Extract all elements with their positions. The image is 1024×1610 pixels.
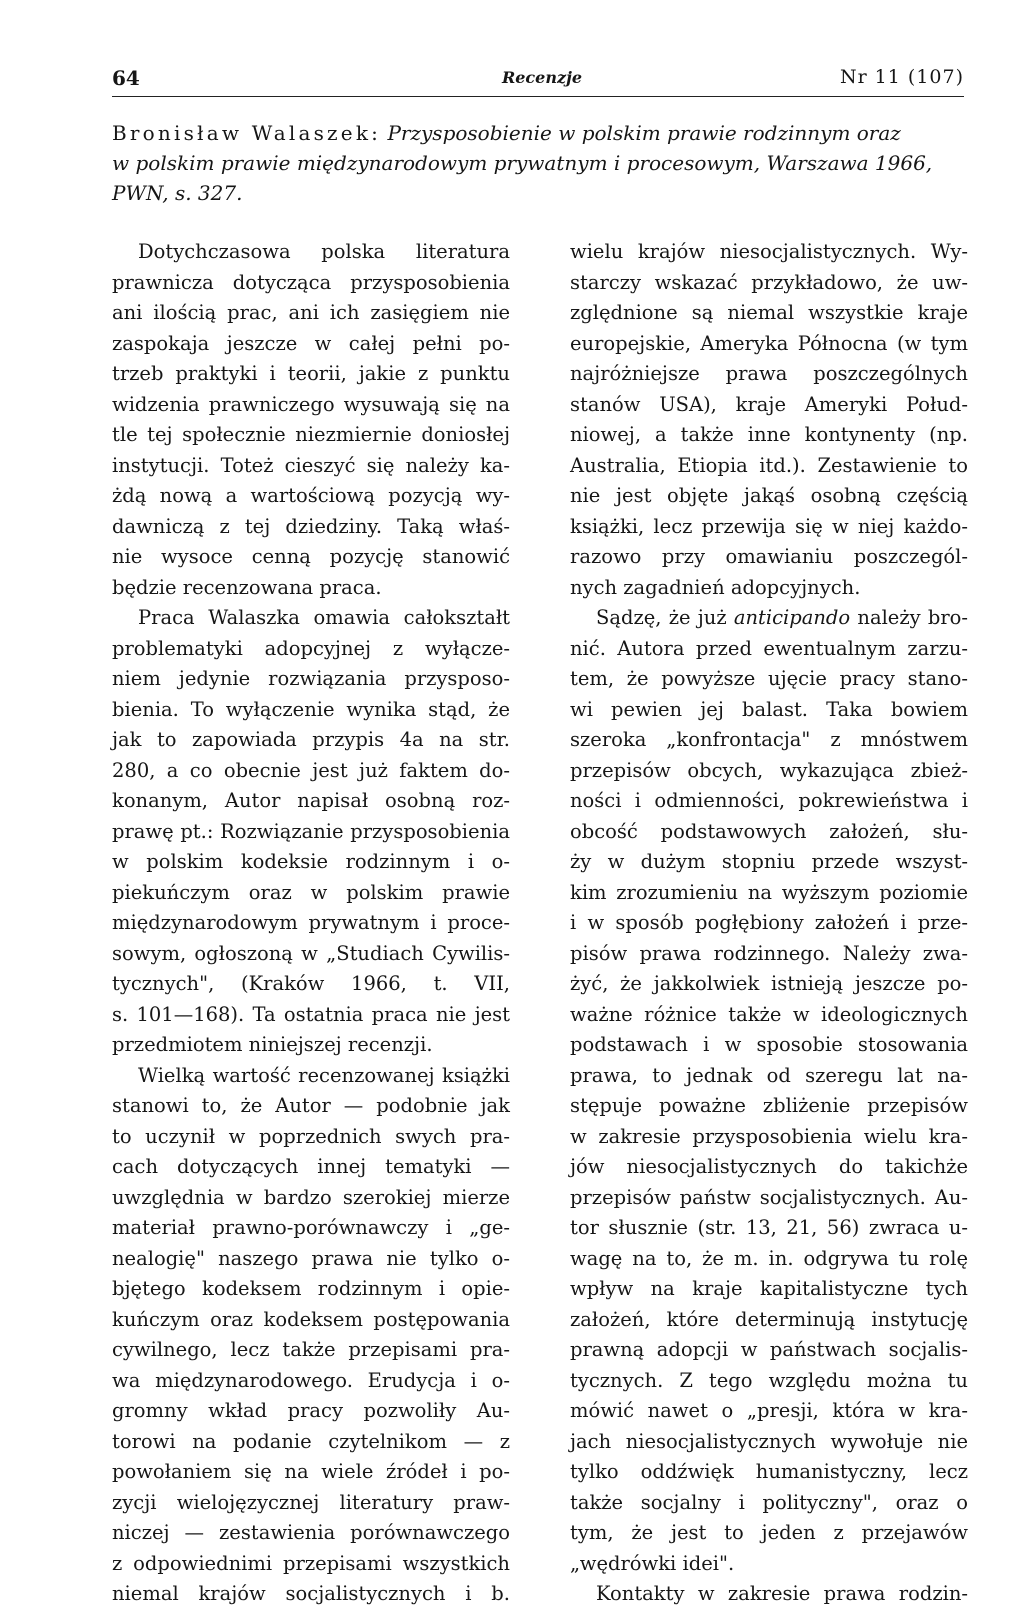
text-line: wielu krajów niesocjalistycznych. Wy- (570, 240, 968, 263)
page-number: 64 (112, 66, 140, 90)
text-line: Dotychczasowa polska literatura (138, 240, 510, 263)
text-line: niczej — zestawienia porównawczego (112, 1521, 510, 1544)
text-line: szeroka „konfrontacja" z mnóstwem (570, 728, 968, 751)
text-line: Kontakty w zakresie prawa rodzin- (596, 1582, 968, 1605)
text-line: prawa, to jednak od szeregu lat na- (570, 1063, 968, 1087)
text-line: międzynarodowym prywatnym i proce- (112, 911, 510, 934)
text-line: podstawach i w sposobie stosowania (570, 1033, 968, 1056)
text-line: przepisów obcych, wykazująca zbież- (570, 758, 968, 782)
text-line: nie wysoce cenną pozycję stanowić (112, 545, 510, 568)
text-line: stanowi to, że Autor — podobnie jak (112, 1094, 510, 1117)
text-line: w polskim kodeksie rodzinnym i o- (112, 850, 510, 873)
text-line: tor słusznie (str. 13, 21, 56) zwraca u- (570, 1216, 968, 1239)
text-line: cach dotyczących innej tematyki — (112, 1155, 510, 1178)
text-line: 280, a co obecnie jest już faktem do- (112, 758, 510, 782)
text-line: to uczynił w poprzednich swych pra- (112, 1124, 510, 1148)
text-line: bjętego kodeksem rodzinnym i opie- (112, 1277, 510, 1300)
text-line: tym, że jest to jeden z przejawów (570, 1521, 968, 1544)
text-line: prawną adopcji w państwach socjalis- (570, 1338, 968, 1361)
text-line: najróżniejsze prawa poszczególnych (570, 362, 968, 385)
text-line: mówić nawet o „presji, która w kra- (570, 1399, 968, 1422)
text-line: Wielką wartość recenzowanej książki (138, 1063, 510, 1087)
text-line: razowo przy omawianiu poszczegól- (570, 545, 968, 568)
text-line: nych zagadnień adopcyjnych. (570, 575, 861, 599)
text-line: ży w dużym stopniu przede wszyst- (570, 850, 968, 873)
text-line: żyć, że jakkolwiek istnieją jeszcze po- (570, 972, 968, 995)
text-line: „wędrówki idei". (570, 1551, 735, 1575)
text-line: żdą nową a wartościową pozycją wy- (112, 484, 510, 507)
running-title: Recenzje (501, 68, 583, 87)
text-line: stępuje poważne zbliżenie przepisów (570, 1094, 968, 1117)
text-line: przedmiotem niniejszej recenzji. (112, 1033, 433, 1056)
text-line: tem, że powyższe ujęcie pracy stano- (570, 667, 968, 690)
text-line: wa międzynarodowego. Erudycja i o- (112, 1368, 510, 1392)
text-line: nie jest objęte jakąś osobną częścią (570, 484, 968, 507)
text-line: dawniczą z tej dziedziny. Taką właś- (112, 514, 510, 538)
running-header (112, 66, 964, 97)
text-line: tle tej społecznie niezmiernie doniosłej (112, 423, 510, 446)
text-line: Australia, Etiopia itd.). Zestawienie to (570, 453, 968, 477)
text-line: torowi na podanie czytelnikom — z (112, 1429, 510, 1453)
text-line: ności i odmienności, pokrewieństwa i (570, 789, 968, 812)
text-line: założeń, które determinują instytucję (570, 1307, 968, 1331)
text-line: z odpowiednimi przepisami wszystkich (112, 1551, 510, 1575)
text-line: Praca Walaszka omawia całokształt (138, 606, 510, 629)
text-line: piekuńczym oraz w polskim prawie (112, 880, 510, 904)
text-line: tycznych", (Kraków 1966, t. VII, (112, 972, 510, 995)
text-line: obcość podstawowych założeń, słu- (570, 819, 968, 843)
text-line: konanym, Autor napisał osobną roz- (112, 789, 510, 812)
text-line: przepisów państw socjalistycznych. Au- (570, 1185, 968, 1209)
book-citation (112, 118, 968, 208)
text-line: instytucji. Toteż cieszyć się należy ka- (112, 453, 510, 477)
text-line: materiał prawno-porównawczy i „ge- (112, 1216, 510, 1239)
text-line: sowym, ogłoszoną w „Studiach Cywilis- (112, 941, 510, 965)
text-line: niowej, a także inne kontynenty (np. (570, 423, 968, 446)
right-column (570, 237, 968, 1610)
citation-title-line-3: PWN, s. 327. (112, 181, 243, 205)
text-line: uwzględnia w bardzo szerokiej mierze (112, 1185, 510, 1209)
text-line: książki, lecz przewija się w niej każdo- (570, 514, 968, 538)
text-line: zaspokaja jeszcze w całej pełni po- (112, 331, 510, 355)
text-line: w zakresie przysposobienia wielu kra- (570, 1124, 968, 1148)
text-line: wagę na to, że m. in. odgrywa tu rolę (570, 1246, 968, 1270)
text-line: trzeb praktyki i teorii, jakie z punktu (112, 362, 510, 385)
text-line: kim zrozumieniu na wyższym poziomie (570, 880, 968, 904)
text-line: cywilnego, lecz także przepisami pra- (112, 1338, 510, 1361)
text-line: kuńczym oraz kodeksem postępowania (112, 1307, 510, 1331)
citation-title-line-2: w polskim prawie międzynarodowym prywatnym i procesowym, Warszawa 1966, (112, 151, 933, 175)
text-line: niemal krajów socjalistycznych i b. (112, 1582, 510, 1605)
issue-number: Nr 11 (107) (839, 66, 964, 88)
text-line: starczy wskazać przykładowo, że uw- (570, 270, 968, 294)
text-line: prawnicza dotycząca przysposobienia (112, 270, 510, 294)
text-line: stanów USA), kraje Ameryki Połud- (570, 392, 968, 416)
text-line: europejskie, Ameryka Północna (w tym (570, 331, 968, 355)
text-line: widzenia prawniczego wysuwają się na (112, 392, 510, 416)
text-line: będzie recenzowana praca. (112, 575, 382, 599)
text-line: także socjalny i polityczny", oraz o (570, 1490, 968, 1514)
text-line: ani ilością prac, ani ich zasięgiem nie (112, 301, 510, 324)
text-line: problematyki adopcyjnej z wyłącze- (112, 636, 510, 660)
text-line: ważne różnice także w ideologicznych (570, 1002, 968, 1026)
text-line: nić. Autora przed ewentualnym zarzu- (570, 636, 968, 660)
text-line: tylko oddźwięk humanistyczny, lecz (570, 1460, 968, 1483)
text-line: wi pewien jej balast. Taka bowiem (570, 697, 968, 721)
text-line: prawę pt.: Rozwiązanie przysposobienia (112, 819, 510, 843)
text-line: s. 101—168). Ta ostatnia praca nie jest (112, 1002, 510, 1026)
text-line: jów niesocjalistycznych do takichże (570, 1155, 968, 1178)
text-line: tycznych. Z tego względu można tu (570, 1368, 968, 1392)
text-line: nealogię" naszego prawa nie tylko o- (112, 1246, 510, 1270)
text-line: zycji wielojęzycznej literatury praw- (112, 1490, 510, 1514)
text-line: bienia. To wyłączenie wynika stąd, że (112, 697, 510, 721)
text-line: jak to zapowiada przypis 4a na str. (112, 728, 510, 751)
citation-title-line-1: Przysposobienie w polskim prawie rodzinnym oraz (387, 121, 901, 145)
left-column (112, 237, 510, 1610)
text-line: powołaniem się na wiele źródeł i po- (112, 1460, 510, 1483)
text-line: niem jedynie rozwiązania przysposo- (112, 667, 510, 690)
text-line: zględnione są niemal wszystkie kraje (570, 301, 968, 324)
text-line: wpływ na kraje kapitalistyczne tych (570, 1277, 968, 1300)
citation-author: Bronisław Walaszek: (112, 121, 382, 145)
text-line: i w sposób pogłębiony założeń i prze- (570, 911, 968, 934)
text-line: Sądzę, że już anticipando należy bro- (596, 606, 968, 629)
text-line: jach niesocjalistycznych wywołuje nie (570, 1429, 968, 1453)
text-line: gromny wkład pracy pozwoliły Au- (112, 1399, 510, 1422)
text-line: pisów prawa rodzinnego. Należy zwa- (570, 941, 968, 965)
